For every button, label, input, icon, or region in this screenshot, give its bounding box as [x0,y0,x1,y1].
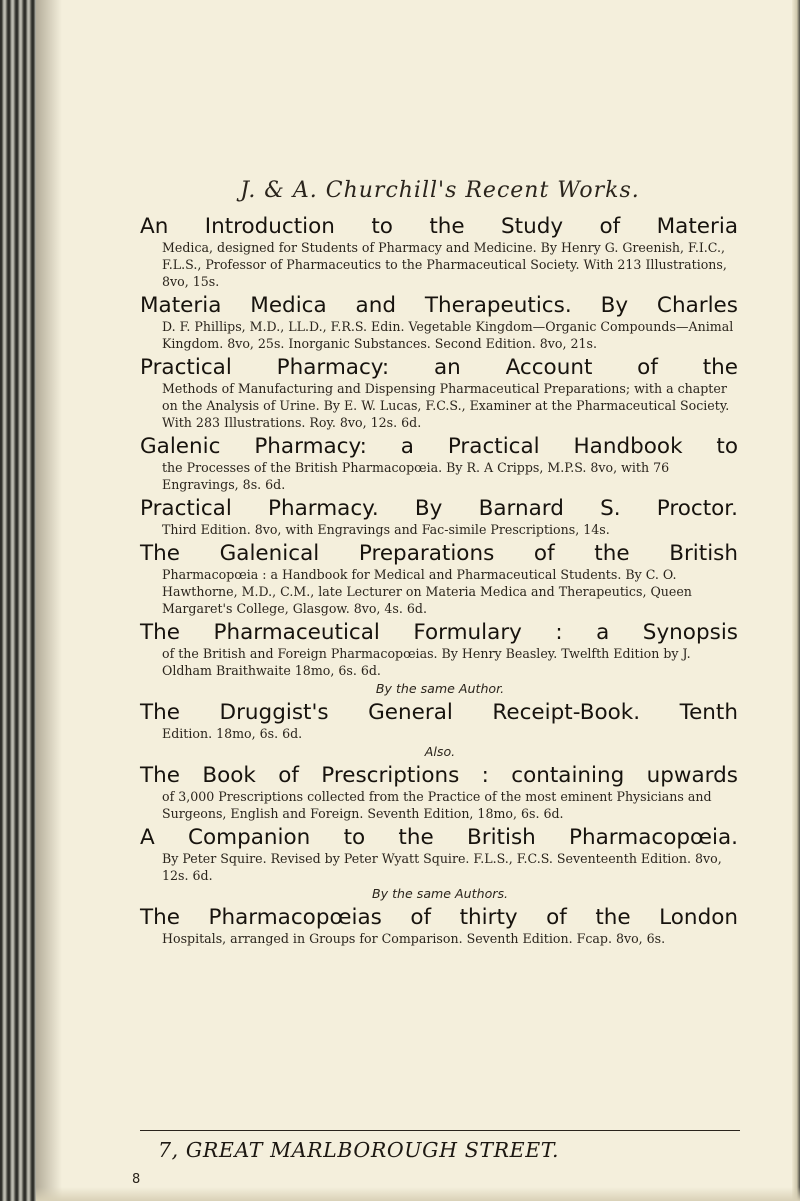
book-description: D. F. Phillips, M.D., LL.D., F.R.S. Edin. Vegetable Kingdom—Organic Compounds—Animal Kingdom. 8vo, 25s. Inorganic Substances. Second Edition. 8vo, 21s. [162,319,734,351]
book-description: the Processes of the British Pharmacopœia. By R. A Cripps, M.P.S. 8vo, with 76 Engravings, 8s. 6d. [162,460,670,492]
book-title: An Introduction to the Study of Materia [140,214,738,239]
book-binding-edge [0,0,36,1201]
page-bottom-edge [36,1187,800,1201]
book-entry [140,763,740,822]
book-title: A Companion to the British Pharmacopœia. [140,825,738,850]
running-head: J. & A. Churchill's Recent Works. [240,178,640,203]
book-description: Edition. 18mo, 6s. 6d. [162,726,303,741]
book-title: Materia Medica and Therapeutics. By Charles [140,293,738,318]
book-title: Practical Pharmacy. By Barnard S. Proctor. [140,496,738,521]
footer-rule [140,1130,740,1131]
publisher-address: 7, GREAT MARLBOROUGH STREET. [158,1138,560,1162]
book-entry [140,434,740,493]
book-entry [140,905,740,947]
book-entry [140,293,740,352]
book-list [140,214,740,950]
book-title: The Book of Prescriptions : containing upwards [140,763,738,788]
author-note: By the same Authors. [371,886,509,901]
book-title: Galenic Pharmacy: a Practical Handbook to [140,434,738,459]
page-right-edge [792,0,800,1201]
book-entry [140,700,740,760]
author-note: By the same Author. [375,681,505,696]
book-description: Third Edition. 8vo, with Engravings and Fac-simile Prescriptions, 14s. [162,522,610,537]
book-description: of 3,000 Prescriptions collected from the Practice of the most eminent Physicians and Surgeons, English and Foreign. Seventh Edition, 18mo, 6s. 6d. [162,789,712,821]
book-entry [140,355,740,431]
page-number: 8 [132,1172,141,1187]
book-entry [140,496,740,538]
book-description: Hospitals, arranged in Groups for Comparison. Seventh Edition. Fcap. 8vo, 6s. [162,931,666,946]
book-description: Methods of Manufacturing and Dispensing Pharmaceutical Preparations; with a chapter on the Analysis of Urine. By E. W. Lucas, F.C.S., Examiner at the Pharmaceutical Society. With 283 Illustrations. Roy. 8vo, 12s. 6d. [162,381,730,430]
book-description: Pharmacopœia : a Handbook for Medical and Pharmaceutical Students. By C. O. Hawthorne, M.D., C.M., late Lecturer on Materia Medica and Therapeutics, Queen Margaret's College, Glasgow. 8vo, 4s. 6d. [162,567,692,616]
book-description: of the British and Foreign Pharmacopœias. By Henry Beasley. Twelfth Edition by J. Oldham Braithwaite 18mo, 6s. 6d. [162,646,691,678]
gutter-shadow [36,0,62,1201]
book-description: By Peter Squire. Revised by Peter Wyatt Squire. F.L.S., F.C.S. Seventeenth Edition. 8vo, 12s. 6d. [162,851,722,883]
book-title: The Pharmaceutical Formulary : a Synopsis [140,620,738,645]
book-entry [140,620,740,697]
author-note: Also. [424,744,456,759]
book-description: Medica, designed for Students of Pharmacy and Medicine. By Henry G. Greenish, F.I.C., F.L.S., Professor of Pharmaceutics to the Pharmaceutical Society. With 213 Illustrations, 8vo, 15s. [162,240,727,289]
book-entry [140,825,740,902]
book-entry [140,214,740,290]
book-title: Practical Pharmacy: an Account of the [140,355,738,380]
book-title: The Druggist's General Receipt-Book. Tenth [140,700,738,725]
book-title: The Galenical Preparations of the British [140,541,738,566]
book-title: The Pharmacopœias of thirty of the London [140,905,738,930]
book-entry [140,541,740,617]
